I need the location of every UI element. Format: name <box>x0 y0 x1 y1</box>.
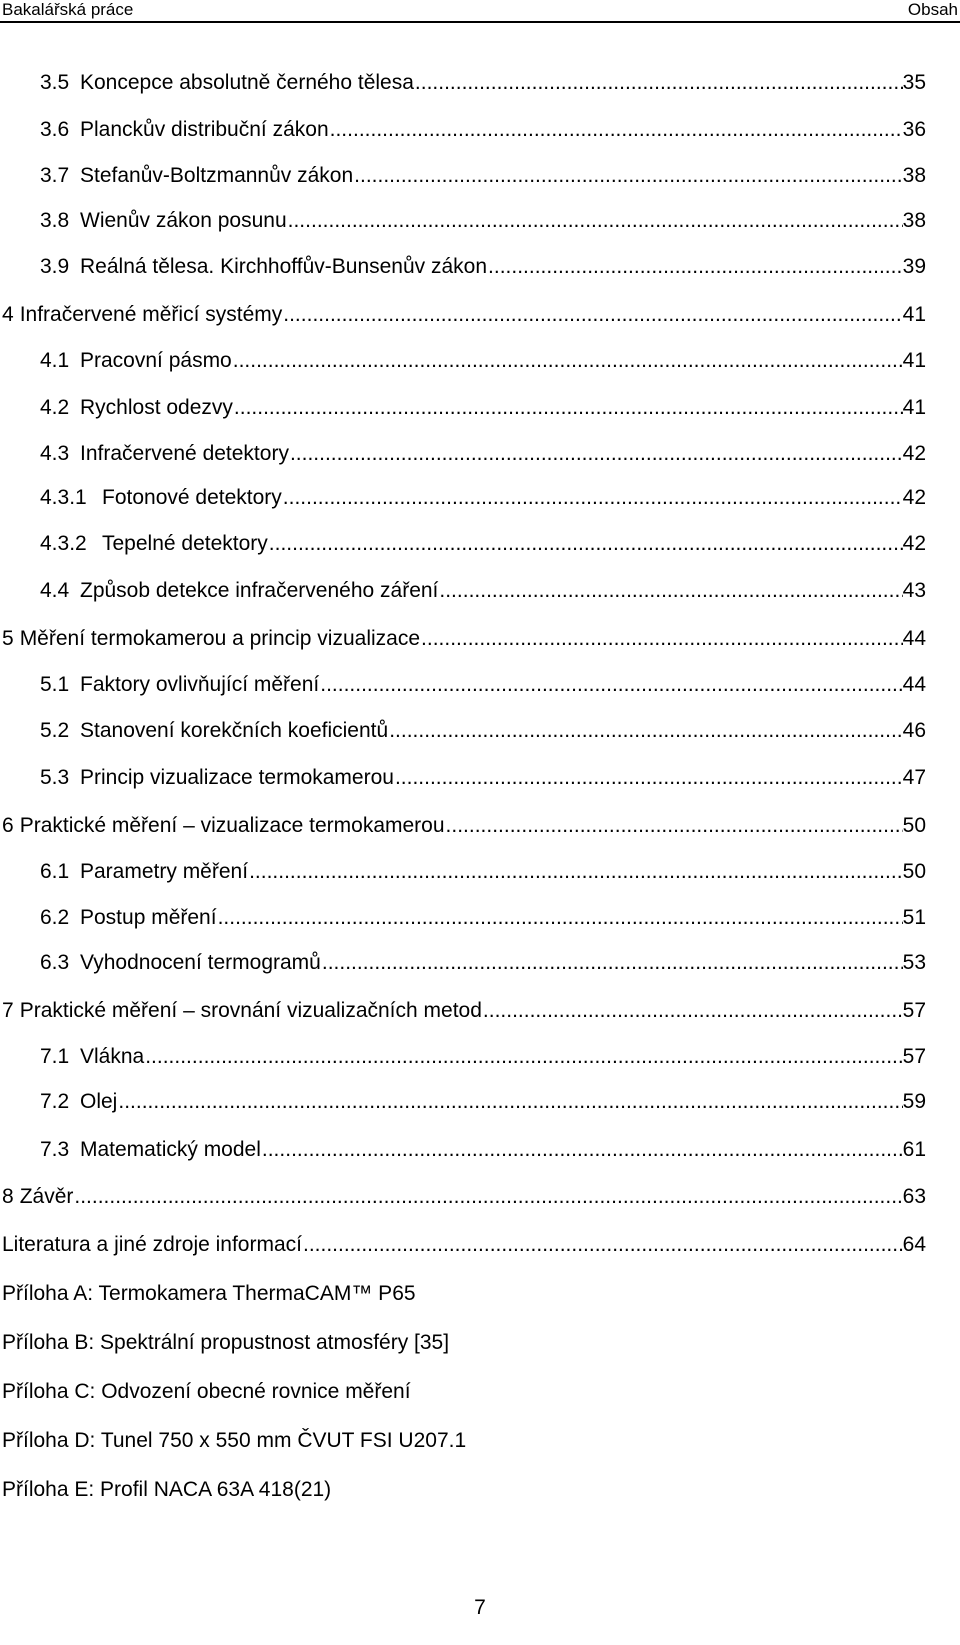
dot-leader <box>482 996 903 1026</box>
toc-entry-number: 4.3 <box>40 442 70 465</box>
toc-entry-page: 59 <box>902 1090 926 1113</box>
toc-entry-number: 3.6 <box>40 118 70 141</box>
toc-entry[interactable] <box>0 1230 926 1260</box>
toc-entry-title: Infračervené měřicí systémy <box>19 303 283 326</box>
appendix-entry[interactable]: Příloha C: Odvození obecné rovnice měření <box>2 1380 411 1403</box>
toc-entry-number: 5.1 <box>40 673 70 696</box>
toc-entry-title: Závěr <box>19 1185 74 1208</box>
toc-entry-page: 47 <box>902 766 926 789</box>
toc-entry-title: Měření termokamerou a princip vizualizace <box>19 627 421 650</box>
toc-entry-page: 51 <box>902 906 926 929</box>
toc-entry-number: 5 <box>2 627 14 650</box>
toc-entry-page: 38 <box>902 209 926 232</box>
toc-entry-page: 46 <box>902 719 926 742</box>
dot-leader <box>268 529 903 559</box>
toc-entry[interactable] <box>0 206 926 236</box>
toc-entry-title: Infračervené detektory <box>80 442 289 465</box>
toc-entry-number: 4.3.2 <box>40 532 87 555</box>
toc-entry-title: Praktické měření – srovnání vizualizačních metod <box>19 999 482 1022</box>
toc-entry-number: 8 <box>2 1185 14 1208</box>
toc-entry-title: Postup měření <box>80 906 217 929</box>
dot-leader <box>289 439 903 469</box>
dot-leader <box>282 300 902 330</box>
toc-entry[interactable] <box>0 763 926 793</box>
dot-leader <box>73 1182 902 1212</box>
dot-leader <box>117 1087 902 1117</box>
toc-entry-page: 44 <box>902 627 926 650</box>
toc-entry[interactable] <box>0 1182 926 1212</box>
toc-entry[interactable] <box>0 1042 926 1072</box>
toc-entry-title: Stanovení korekčních koeficientů <box>80 719 389 742</box>
toc-entry-number: 3.8 <box>40 209 70 232</box>
toc-entry-title: Wienův zákon posunu <box>80 209 287 232</box>
toc-entry[interactable] <box>0 346 926 376</box>
toc-entry-number: 6.1 <box>40 860 70 883</box>
header-rule <box>0 21 960 23</box>
toc-entry-title: Princip vizualizace termokamerou <box>80 766 394 789</box>
toc-entry[interactable] <box>0 483 926 513</box>
toc-entry-page: 38 <box>902 164 926 187</box>
toc-entry-title: Způsob detekce infračerveného záření <box>80 579 439 602</box>
toc-entry[interactable] <box>0 811 926 841</box>
toc-entry-page: 57 <box>902 1045 926 1068</box>
toc-entry-title: Praktické měření – vizualizace termokamerou <box>19 814 445 837</box>
toc-entry-number: 4.4 <box>40 579 70 602</box>
toc-entry-title: Literatura a jiné zdroje informací <box>2 1233 302 1256</box>
toc-entry[interactable] <box>0 670 926 700</box>
toc-entry[interactable] <box>0 903 926 933</box>
toc-entry-page: 39 <box>902 255 926 278</box>
toc-entry-title: Olej <box>80 1090 118 1113</box>
toc-entry-number: 7.2 <box>40 1090 70 1113</box>
toc-entry-number: 5.2 <box>40 719 70 742</box>
toc-entry-page: 43 <box>902 579 926 602</box>
toc-entry-title: Matematický model <box>80 1138 261 1161</box>
toc-entry-page: 41 <box>902 303 926 326</box>
toc-entry-page: 41 <box>902 396 926 419</box>
dot-leader <box>445 811 903 841</box>
toc-entry-number: 6 <box>2 814 14 837</box>
dot-leader <box>487 252 903 282</box>
toc-entry-title: Vlákna <box>80 1045 145 1068</box>
header-document-type: Bakalářská práce <box>2 0 134 19</box>
toc-entry-title: Planckův distribuční zákon <box>80 118 329 141</box>
toc-entry-number: 4.1 <box>40 349 70 372</box>
toc-entry[interactable] <box>0 716 926 746</box>
dot-leader <box>302 1230 903 1260</box>
toc-entry-number: 6.2 <box>40 906 70 929</box>
running-header <box>0 0 960 24</box>
toc-entry-page: 41 <box>902 349 926 372</box>
toc-entry-number: 6.3 <box>40 951 70 974</box>
toc-entry-page: 42 <box>902 442 926 465</box>
appendix-entry[interactable]: Příloha D: Tunel 750 x 550 mm ČVUT FSI U207.1 <box>2 1429 467 1452</box>
toc-entry[interactable] <box>0 68 926 98</box>
toc-entry-title: Reálná tělesa. Kirchhoffův-Bunsenův zákon <box>80 255 488 278</box>
dot-leader <box>261 1135 903 1165</box>
toc-entry-page: 42 <box>902 532 926 555</box>
dot-leader <box>232 346 903 376</box>
dot-leader <box>319 670 902 700</box>
toc-entry-title: Koncepce absolutně černého tělesa <box>80 71 414 94</box>
toc-entry[interactable] <box>0 948 926 978</box>
toc-entry-number: 4 <box>2 303 14 326</box>
toc-entry-title: Tepelné detektory <box>102 532 268 555</box>
toc-entry-page: 35 <box>902 71 926 94</box>
dot-leader <box>388 716 902 746</box>
appendix-entry[interactable]: Příloha E: Profil NACA 63A 418(21) <box>2 1478 332 1501</box>
dot-leader <box>217 903 903 933</box>
toc-entry-page: 53 <box>902 951 926 974</box>
toc-entry-number: 5.3 <box>40 766 70 789</box>
toc-entry-title: Vyhodnocení termogramů <box>80 951 321 974</box>
dot-leader <box>248 857 903 887</box>
toc-entry[interactable] <box>0 115 926 145</box>
toc-entry-page: 57 <box>902 999 926 1022</box>
toc-entry[interactable] <box>0 624 926 654</box>
toc-entry-number: 7.1 <box>40 1045 70 1068</box>
dot-leader <box>438 576 902 606</box>
toc-entry-number: 7.3 <box>40 1138 70 1161</box>
page-number: 7 <box>474 1596 486 1619</box>
dot-leader <box>414 68 903 98</box>
toc-entry[interactable] <box>0 1135 926 1165</box>
header-section-name: Obsah <box>907 0 958 19</box>
toc-entry-page: 50 <box>902 814 926 837</box>
dot-leader <box>321 948 903 978</box>
toc-entry[interactable] <box>0 529 926 559</box>
toc-entry[interactable] <box>0 1087 926 1117</box>
appendix-entry[interactable]: Příloha B: Spektrální propustnost atmosféry [35] <box>2 1331 450 1354</box>
toc-entry-number: 7 <box>2 999 14 1022</box>
toc-entry-title: Rychlost odezvy <box>80 396 233 419</box>
toc-entry-page: 36 <box>902 118 926 141</box>
toc-entry-page: 50 <box>902 860 926 883</box>
dot-leader <box>353 161 902 191</box>
toc-entry-number: 3.5 <box>40 71 70 94</box>
toc-entry-page: 61 <box>902 1138 926 1161</box>
toc-entry-title: Fotonové detektory <box>102 486 282 509</box>
appendix-entry[interactable]: Příloha A: Termokamera ThermaCAM™ P65 <box>2 1282 416 1305</box>
toc-entry-page: 44 <box>902 673 926 696</box>
toc-entry-title: Stefanův-Boltzmannův zákon <box>80 164 354 187</box>
toc-entry-title: Faktory ovlivňující měření <box>80 673 320 696</box>
toc-entry-number: 3.9 <box>40 255 70 278</box>
toc-entry-page: 42 <box>902 486 926 509</box>
dot-leader <box>329 115 903 145</box>
toc-entry[interactable] <box>0 576 926 606</box>
toc-entry-number: 4.3.1 <box>40 486 87 509</box>
dot-leader <box>420 624 903 654</box>
toc-entry-title: Pracovní pásmo <box>80 349 232 372</box>
toc-entry-number: 4.2 <box>40 396 70 419</box>
toc-entry[interactable] <box>0 996 926 1026</box>
dot-leader <box>233 393 903 423</box>
dot-leader <box>144 1042 902 1072</box>
toc-entry[interactable] <box>0 857 926 887</box>
toc-entry[interactable] <box>0 300 926 330</box>
toc-entry-number: 3.7 <box>40 164 70 187</box>
toc-entry-page: 63 <box>902 1185 926 1208</box>
toc-entry[interactable] <box>0 252 926 282</box>
toc-entry[interactable] <box>0 393 926 423</box>
dot-leader <box>394 763 903 793</box>
toc-entry[interactable] <box>0 161 926 191</box>
toc-entry-page: 64 <box>902 1233 926 1256</box>
dot-leader <box>287 206 903 236</box>
toc-entry[interactable] <box>0 439 926 469</box>
dot-leader <box>282 483 903 513</box>
toc-entry-title: Parametry měření <box>80 860 249 883</box>
